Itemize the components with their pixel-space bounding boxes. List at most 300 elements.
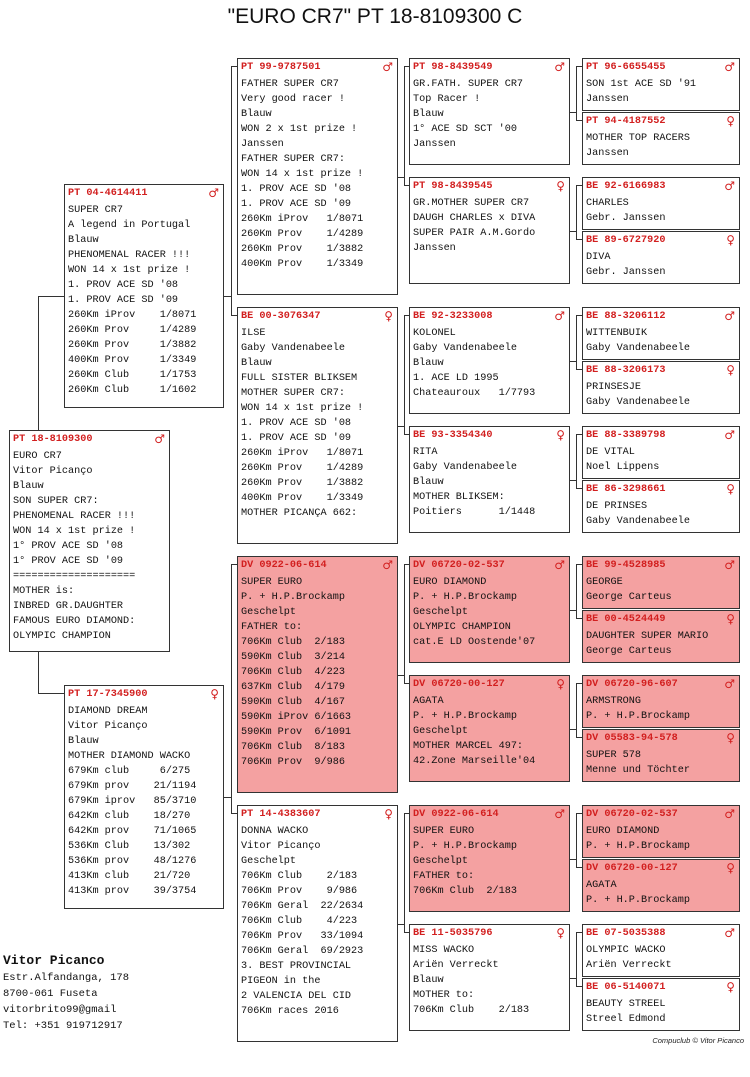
pigeon-details [65, 201, 223, 398]
detail-line: 706Km Club 2/183 [241, 871, 358, 882]
connector-line [576, 120, 582, 121]
detail-line: MOTHER PICANÇA 662: [241, 508, 358, 519]
pigeon-header [410, 308, 569, 324]
connector-line [576, 564, 577, 619]
pigeon-details [238, 324, 397, 521]
detail-line: 260Km Prov 1/4289 [68, 325, 197, 336]
pigeon-header [583, 308, 739, 324]
detail-line: 706Km Geral 22/2634 [241, 901, 364, 912]
detail-line: Geschelpt [413, 726, 469, 737]
detail-line: 706Km Club 4/223 [241, 916, 358, 927]
pigeon-card-mff [409, 556, 570, 663]
connector-line [404, 434, 409, 435]
detail-line: 706Km races 2016 [241, 1006, 339, 1017]
connector-line [576, 564, 582, 565]
pigeon-header [583, 232, 739, 248]
detail-line: Geschelpt [241, 607, 297, 618]
pigeon-header [238, 59, 397, 75]
pigeon-header [410, 178, 569, 194]
pigeon-header [583, 481, 739, 497]
detail-line: Geschelpt [413, 607, 469, 618]
pigeon-card-fff [409, 58, 570, 165]
detail-line: 260Km Prov 1/3882 [241, 478, 364, 489]
detail-line: 260Km Prov 1/3882 [68, 340, 197, 351]
pigeon-header [583, 730, 739, 746]
pigeon-header [410, 59, 569, 75]
connector-line [404, 185, 409, 186]
detail-line: Janssen [241, 139, 284, 150]
pigeon-details [583, 876, 739, 908]
male-symbol-icon: ♂ [724, 925, 735, 940]
female-symbol-icon: ♀ [726, 979, 735, 994]
female-symbol-icon: ♀ [556, 676, 565, 691]
detail-line: FULL SISTER BLIKSEM [241, 373, 358, 384]
pigeon-details [410, 75, 569, 152]
detail-line: Janssen [413, 243, 456, 254]
detail-line: WON 14 x 1st prize ! [13, 526, 136, 537]
detail-line: ILSE [241, 328, 266, 339]
pigeon-header [410, 925, 569, 941]
connector-line [404, 564, 409, 565]
female-symbol-icon: ♀ [384, 806, 393, 821]
pigeon-details [583, 995, 739, 1027]
female-symbol-icon: ♀ [726, 860, 735, 875]
ring-number: BE 92-6166983 [586, 180, 666, 192]
pigeon-card-mmm [409, 924, 570, 1031]
pigeon-details [410, 941, 569, 1018]
detail-line: Noel Lippens [586, 462, 660, 473]
detail-line: 413Km club 21/720 [68, 871, 191, 882]
ring-number: PT 04-4614411 [68, 187, 148, 199]
detail-line: SUPER CR7 [68, 205, 124, 216]
detail-line: MOTHER is: [13, 586, 75, 597]
ring-number: BE 92-3233008 [413, 310, 493, 322]
detail-line: 413Km prov 39/3754 [68, 886, 197, 897]
pigeon-card-ffm [409, 177, 570, 284]
pigeon-card-g7 [582, 426, 740, 479]
detail-line: PHENOMENAL RACER !!! [13, 511, 136, 522]
connector-line [576, 867, 582, 868]
owner-phone: Tel: +351 919712917 [3, 1020, 123, 1032]
detail-line: PIGEON in the [241, 976, 321, 987]
detail-line: 706Km Club 4/223 [241, 667, 345, 678]
ring-number: PT 98-8439545 [413, 180, 493, 192]
male-symbol-icon: ♂ [724, 557, 735, 572]
ring-number: PT 94-4187552 [586, 115, 666, 127]
pigeon-header [583, 178, 739, 194]
pigeon-card-fm [237, 307, 398, 544]
detail-line: Gaby Vandenabeele [586, 516, 690, 527]
detail-line: 536Km Club 13/302 [68, 841, 191, 852]
ring-number: BE 89-6727920 [586, 234, 666, 246]
detail-line: P. + H.P.Brockamp [413, 841, 517, 852]
connector-line [576, 66, 577, 121]
detail-line: 1. PROV ACE SD '09 [241, 433, 352, 444]
pigeon-card-subject [9, 430, 170, 652]
connector-line [576, 683, 582, 684]
detail-line: 706Km Prov 9/986 [241, 757, 345, 768]
connector-line [231, 564, 232, 814]
connector-line [38, 296, 64, 297]
pigeon-card-mfm [409, 675, 570, 782]
pigeon-card-g1 [582, 58, 740, 111]
detail-line: Blauw [68, 235, 99, 246]
detail-line: 260Km Prov 1/4289 [241, 463, 364, 474]
ring-number: BE 93-3354340 [413, 429, 493, 441]
detail-line: FAMOUS EURO DIAMOND: [13, 616, 136, 627]
pigeon-header [238, 308, 397, 324]
detail-line: Gebr. Janssen [586, 213, 666, 224]
male-symbol-icon: ♂ [382, 59, 393, 74]
detail-line: GR.MOTHER SUPER CR7 [413, 198, 530, 209]
pigeon-details [583, 443, 739, 475]
female-symbol-icon: ♀ [556, 925, 565, 940]
pigeon-header [583, 860, 739, 876]
detail-line: cat.E LD Oostende'07 [413, 637, 536, 648]
detail-line: Very good racer ! [241, 94, 345, 105]
pigeon-details [583, 248, 739, 280]
pigeon-header [583, 362, 739, 378]
connector-line [576, 315, 577, 370]
pigeon-header [238, 557, 397, 573]
connector-line [404, 315, 405, 435]
detail-line: Gaby Vandenabeele [586, 397, 690, 408]
detail-line: AGATA [586, 880, 617, 891]
detail-line: MOTHER SUPER CR7: [241, 388, 345, 399]
ring-number: BE 06-5140071 [586, 981, 666, 993]
connector-line [404, 813, 409, 814]
detail-line: George Carteus [586, 592, 672, 603]
connector-line [576, 488, 582, 489]
detail-line: Vitor Picanço [241, 841, 321, 852]
connector-line [404, 66, 409, 67]
detail-line: PHENOMENAL RACER !!! [68, 250, 191, 261]
female-symbol-icon: ♀ [556, 178, 565, 193]
connector-line [224, 797, 231, 798]
ring-number: DV 06720-02-537 [586, 808, 678, 820]
detail-line: 260Km Prov 1/4289 [241, 229, 364, 240]
pigeon-header [410, 557, 569, 573]
pigeon-details [238, 573, 397, 770]
male-symbol-icon: ♂ [724, 59, 735, 74]
detail-line: Blauw [413, 477, 444, 488]
detail-line: OLYMPIC CHAMPION [413, 622, 511, 633]
female-symbol-icon: ♀ [726, 611, 735, 626]
connector-line [231, 66, 232, 316]
detail-line: A legend in Portugal [68, 220, 191, 231]
pigeon-card-g14 [582, 859, 740, 912]
pigeon-details [583, 324, 739, 356]
connector-line [404, 683, 409, 684]
detail-line: FATHER SUPER CR7: [241, 154, 345, 165]
ring-number: BE 00-3076347 [241, 310, 321, 322]
detail-line: DIVA [586, 252, 611, 263]
female-symbol-icon: ♀ [726, 232, 735, 247]
connector-line [576, 185, 582, 186]
detail-line: Ariën Verreckt [413, 960, 499, 971]
detail-line: 642Km prov 71/1065 [68, 826, 197, 837]
detail-line: Gaby Vandenabeele [413, 462, 517, 473]
detail-line: GR.FATH. SUPER CR7 [413, 79, 524, 90]
detail-line: FATHER to: [241, 622, 303, 633]
detail-line: P. + H.P.Brockamp [413, 711, 517, 722]
detail-line: MISS WACKO [413, 945, 475, 956]
detail-line: 642Km club 18/270 [68, 811, 191, 822]
male-symbol-icon: ♂ [154, 431, 165, 446]
pigeon-details [583, 941, 739, 973]
ring-number: PT 99-9787501 [241, 61, 321, 73]
detail-line: MOTHER to: [413, 990, 475, 1001]
male-symbol-icon: ♂ [554, 557, 565, 572]
detail-line: AGATA [413, 696, 444, 707]
pigeon-details [583, 746, 739, 778]
detail-line: EURO DIAMOND [586, 826, 660, 837]
detail-line: Blauw [241, 109, 272, 120]
connector-line [404, 932, 409, 933]
detail-line: 1. PROV ACE SD '09 [241, 199, 352, 210]
detail-line: 536Km prov 48/1276 [68, 856, 197, 867]
detail-line: MOTHER TOP RACERS [586, 133, 690, 144]
connector-line [404, 66, 405, 186]
detail-line: DAUGHTER SUPER MARIO [586, 631, 709, 642]
connector-line [224, 296, 231, 297]
pigeon-details [583, 627, 739, 659]
connector-line [38, 693, 64, 694]
pigeon-header [410, 676, 569, 692]
female-symbol-icon: ♀ [384, 308, 393, 323]
ring-number: PT 18-8109300 [13, 433, 93, 445]
pigeon-details [410, 692, 569, 769]
pigeon-header [410, 806, 569, 822]
detail-line: 706Km Club 2/183 [413, 1005, 530, 1016]
detail-line: Gaby Vandenabeele [586, 343, 690, 354]
ring-number: BE 07-5035388 [586, 927, 666, 939]
pigeon-header [583, 979, 739, 995]
detail-line: Chateauroux 1/7793 [413, 388, 536, 399]
detail-line: 3. BEST PROVINCIAL [241, 961, 352, 972]
detail-line: 590Km iProv 6/1663 [241, 712, 352, 723]
detail-line: 1° PROV ACE SD '08 [13, 541, 124, 552]
detail-line: 679Km iprov 85/3710 [68, 796, 197, 807]
detail-line: OLYMPIC WACKO [586, 945, 666, 956]
ring-number: PT 17-7345900 [68, 688, 148, 700]
pigeon-header [65, 686, 223, 702]
male-symbol-icon: ♂ [382, 557, 393, 572]
connector-line [576, 932, 577, 987]
detail-line: SUPER PAIR A.M.Gordo [413, 228, 536, 239]
connector-line [231, 564, 237, 565]
detail-line: 1° PROV ACE SD '09 [13, 556, 124, 567]
ring-number: DV 06720-00-127 [413, 678, 505, 690]
detail-line: 679Km club 6/275 [68, 766, 191, 777]
pigeon-header [410, 427, 569, 443]
detail-line: FATHER to: [413, 871, 475, 882]
detail-line: Vitor Picanço [13, 466, 93, 477]
pigeon-header [583, 676, 739, 692]
owner-info [3, 952, 129, 1034]
detail-line: Blauw [413, 975, 444, 986]
pigeon-card-g3 [582, 177, 740, 230]
detail-line: EURO CR7 [13, 451, 62, 462]
detail-line: 1° ACE SD SCT '00 [413, 124, 517, 135]
pigeon-card-mm [237, 805, 398, 1042]
detail-line: RITA [413, 447, 438, 458]
pigeon-details [583, 497, 739, 529]
male-symbol-icon: ♂ [554, 806, 565, 821]
pigeon-header [583, 113, 739, 129]
detail-line: OLYMPIC CHAMPION [13, 631, 111, 642]
detail-line: Gaby Vandenabeele [413, 343, 517, 354]
female-symbol-icon: ♀ [726, 362, 735, 377]
connector-line [576, 369, 582, 370]
ring-number: BE 88-3206173 [586, 364, 666, 376]
detail-line: George Carteus [586, 646, 672, 657]
pigeon-header [583, 427, 739, 443]
detail-line: 590Km Club 4/167 [241, 697, 345, 708]
detail-line: PRINSESJE [586, 382, 642, 393]
detail-line: Ariën Verreckt [586, 960, 672, 971]
connector-line [231, 813, 237, 814]
female-symbol-icon: ♀ [726, 730, 735, 745]
connector-line [38, 652, 39, 693]
pigeon-header [583, 611, 739, 627]
detail-line: Blauw [68, 736, 99, 747]
detail-line: 1. ACE LD 1995 [413, 373, 499, 384]
detail-line: 400Km Prov 1/3349 [241, 493, 364, 504]
detail-line: FATHER SUPER CR7 [241, 79, 339, 90]
ring-number: PT 96-6655455 [586, 61, 666, 73]
detail-line: Menne und Töchter [586, 765, 690, 776]
detail-line: 706Km Club 2/183 [413, 886, 517, 897]
connector-line [576, 813, 582, 814]
male-symbol-icon: ♂ [554, 308, 565, 323]
pigeon-header [583, 806, 739, 822]
detail-line: Blauw [241, 358, 272, 369]
pigeon-details [238, 75, 397, 272]
detail-line: SUPER EURO [413, 826, 475, 837]
pigeon-details [410, 194, 569, 256]
ring-number: DV 05583-94-578 [586, 732, 678, 744]
pigeon-card-mother [64, 685, 224, 909]
detail-line: DIAMOND DREAM [68, 706, 148, 717]
male-symbol-icon: ♂ [724, 178, 735, 193]
pigeon-details [65, 702, 223, 899]
detail-line: 1. PROV ACE SD '08 [241, 418, 352, 429]
detail-line: KOLONEL [413, 328, 456, 339]
connector-line [576, 185, 577, 240]
detail-line: 679Km prov 21/1194 [68, 781, 197, 792]
detail-line: WON 14 x 1st prize ! [68, 265, 191, 276]
connector-line [576, 239, 582, 240]
detail-line: Blauw [413, 109, 444, 120]
detail-line: 260Km iProv 1/8071 [241, 448, 364, 459]
connector-line [404, 315, 409, 316]
detail-line: 590Km Club 3/214 [241, 652, 345, 663]
detail-line: WON 14 x 1st prize ! [241, 403, 364, 414]
pigeon-header [583, 59, 739, 75]
pigeon-card-mmf [409, 805, 570, 912]
pigeon-card-father [64, 184, 224, 408]
detail-line: Blauw [413, 358, 444, 369]
detail-line: DAUGH CHARLES x DIVA [413, 213, 536, 224]
detail-line: DONNA WACKO [241, 826, 309, 837]
detail-line: DE VITAL [586, 447, 635, 458]
detail-line: WON 2 x 1st prize ! [241, 124, 358, 135]
male-symbol-icon: ♂ [724, 806, 735, 821]
pigeon-card-g10 [582, 610, 740, 663]
pigeon-details [410, 573, 569, 650]
detail-line: 2 VALENCIA DEL CID [241, 991, 352, 1002]
detail-line: INBRED GR.DAUGHTER [13, 601, 124, 612]
detail-line: 637Km Club 4/179 [241, 682, 345, 693]
male-symbol-icon: ♂ [724, 308, 735, 323]
pigeon-header [65, 185, 223, 201]
detail-line: Poitiers 1/1448 [413, 507, 536, 518]
connector-line [404, 564, 405, 684]
detail-line: EURO DIAMOND [413, 577, 487, 588]
pigeon-details [410, 822, 569, 899]
pigeon-details [583, 194, 739, 226]
pigeon-details [583, 822, 739, 854]
detail-line: 260Km Club 1/1602 [68, 385, 197, 396]
pigeon-details [238, 822, 397, 1019]
male-symbol-icon: ♂ [724, 676, 735, 691]
detail-line: 1. PROV ACE SD '09 [68, 295, 179, 306]
detail-line: Vitor Picanço [68, 721, 148, 732]
pigeon-header [583, 925, 739, 941]
detail-line: ARMSTRONG [586, 696, 642, 707]
detail-line: SUPER 578 [586, 750, 642, 761]
detail-line: WITTENBUIK [586, 328, 648, 339]
pigeon-card-g15 [582, 924, 740, 977]
pigeon-card-g9 [582, 556, 740, 609]
ring-number: BE 99-4528985 [586, 559, 666, 571]
detail-line: MOTHER DIAMOND WACKO [68, 751, 191, 762]
connector-line [404, 813, 405, 933]
pigeon-card-ff [237, 58, 398, 295]
detail-line: 706Km Club 8/183 [241, 742, 345, 753]
male-symbol-icon: ♂ [208, 185, 219, 200]
detail-line: Janssen [586, 148, 629, 159]
pigeon-card-fmf [409, 307, 570, 414]
ring-number: BE 88-3206112 [586, 310, 666, 322]
pigeon-card-fmm [409, 426, 570, 533]
detail-line: CHARLES [586, 198, 629, 209]
detail-line: SON 1st ACE SD '91 [586, 79, 697, 90]
connector-line [576, 66, 582, 67]
pigeon-header [583, 557, 739, 573]
pigeon-card-g8 [582, 480, 740, 533]
detail-line: Top Racer ! [413, 94, 481, 105]
detail-line: GEORGE [586, 577, 623, 588]
detail-line: Geschelpt [413, 856, 469, 867]
connector-line [576, 434, 582, 435]
pigeon-card-g5 [582, 307, 740, 360]
detail-line: 260Km iProv 1/8071 [68, 310, 197, 321]
male-symbol-icon: ♂ [554, 59, 565, 74]
detail-line: MOTHER BLIKSEM: [413, 492, 505, 503]
detail-line: P. + H.P.Brockamp [586, 895, 690, 906]
ring-number: DV 0922-06-614 [413, 808, 499, 820]
pigeon-details [583, 129, 739, 161]
pigeon-card-mf [237, 556, 398, 793]
ring-number: PT 98-8439549 [413, 61, 493, 73]
detail-line: 1. PROV ACE SD '08 [241, 184, 352, 195]
detail-line: SUPER EURO [241, 577, 303, 588]
detail-line: ==================== [13, 571, 136, 582]
pigeon-card-g13 [582, 805, 740, 858]
ring-number: DV 06720-02-537 [413, 559, 505, 571]
